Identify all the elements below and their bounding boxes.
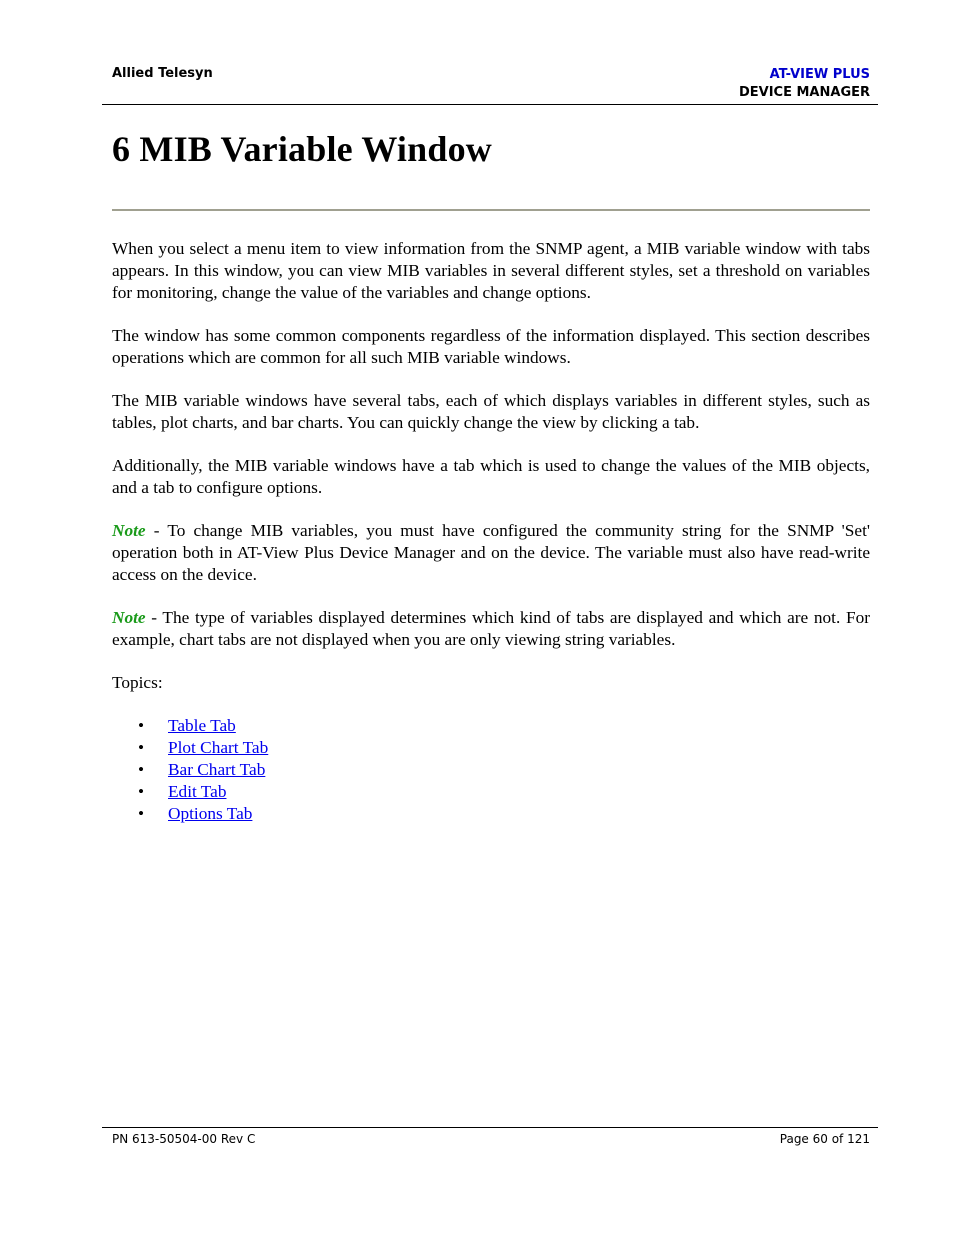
- note-text: - To change MIB variables, you must have configured the community string for the SNMP 'Set' operation both in AT-View Plus Device Manager and on the device. The variable must also have read-write access on the device.: [112, 521, 870, 584]
- note-label: Note: [112, 608, 146, 628]
- topic-link-options-tab[interactable]: Options Tab: [168, 803, 253, 823]
- main-content: [112, 238, 870, 824]
- company-name: Allied Telesyn: [112, 66, 213, 81]
- product-subtitle: DEVICE MANAGER: [738, 85, 870, 100]
- bullet-icon: •: [138, 716, 145, 736]
- bullet-icon: •: [138, 803, 145, 823]
- list-item: [138, 803, 870, 825]
- topic-link-edit-tab[interactable]: Edit Tab: [168, 781, 227, 801]
- header-product-block: [739, 66, 870, 102]
- page-number: Page 60 of 121: [779, 1132, 870, 1146]
- bullet-icon: •: [138, 760, 145, 780]
- page-header: [102, 62, 878, 105]
- topics-label: Topics:: [112, 673, 163, 693]
- paragraph-intro: When you select a menu item to view information from the SNMP agent, a MIB variable window with tabs appears. In this window, you can view MIB variables in several different styles, set a threshold on variables for monitoring, change the value of the variables and change options.: [112, 239, 870, 302]
- topics-list: [112, 715, 870, 824]
- paragraph-tabs: The MIB variable windows have several tabs, each of which displays variables in different styles, such as tables, plot charts, and bar charts. You can quickly change the view by clicking a tab.: [112, 390, 870, 432]
- page-footer: [102, 1127, 878, 1146]
- list-item: [138, 715, 870, 737]
- bullet-icon: •: [138, 781, 145, 801]
- list-item: [138, 759, 870, 781]
- part-number: PN 613-50504-00 Rev C: [112, 1132, 256, 1146]
- product-name: AT-VIEW PLUS: [769, 67, 870, 82]
- bullet-icon: •: [138, 738, 145, 758]
- note-label: Note: [112, 521, 146, 541]
- list-item: [138, 737, 870, 759]
- topic-link-bar-chart-tab[interactable]: Bar Chart Tab: [168, 760, 266, 780]
- paragraph-components: The window has some common components regardless of the information displayed. This section describes operations which are common for all such MIB variable windows.: [112, 325, 870, 367]
- note-text: - The type of variables displayed determines which kind of tabs are displayed and which are not. For example, chart tabs are not displayed when you are only viewing string variables.: [112, 608, 870, 649]
- note-2: [112, 607, 870, 651]
- note-1: [112, 520, 870, 585]
- topic-link-plot-chart-tab[interactable]: Plot Chart Tab: [168, 738, 269, 758]
- list-item: [138, 781, 870, 803]
- page-title: 6 MIB Variable Window: [112, 129, 492, 169]
- paragraph-additional: Additionally, the MIB variable windows have a tab which is used to change the values of the MIB objects, and a tab to configure options.: [112, 456, 870, 497]
- topic-link-table-tab[interactable]: Table Tab: [168, 716, 236, 736]
- title-divider: [112, 209, 870, 211]
